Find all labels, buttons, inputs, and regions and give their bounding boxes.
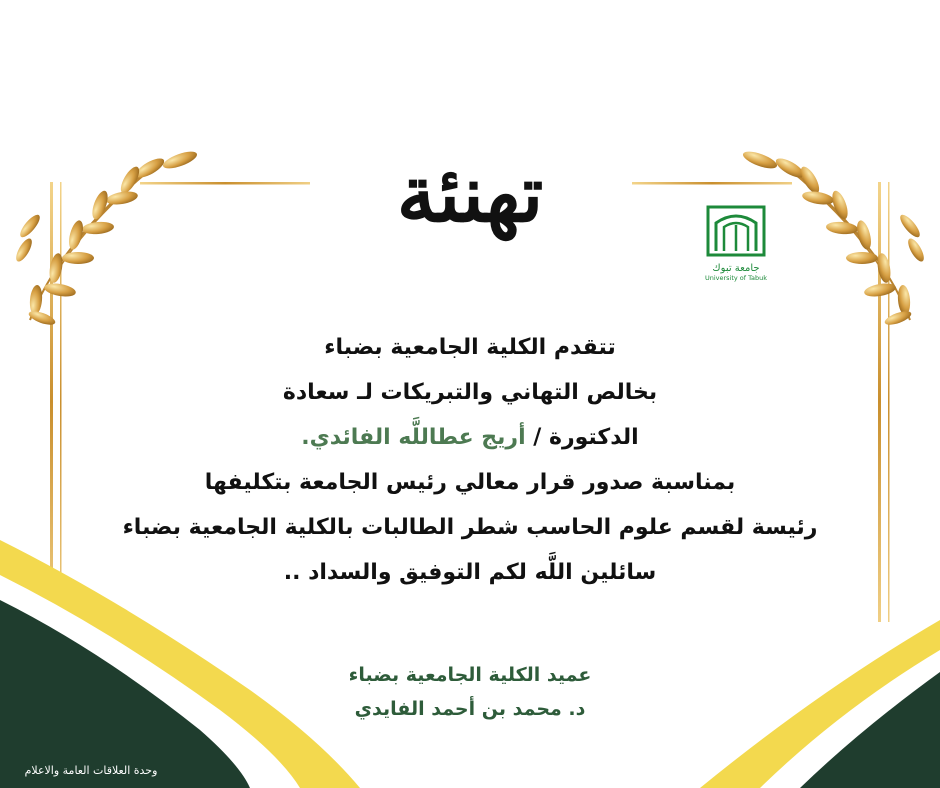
signature-role: عميد الكلية الجامعية بضباء	[348, 664, 592, 686]
university-logo	[700, 205, 772, 285]
signature-block	[330, 658, 610, 726]
logo-name-ar: جامعة تبوك	[712, 263, 760, 274]
bottom-right-wave	[700, 620, 940, 788]
logo-name-en: University of Tabuk	[704, 274, 768, 282]
body-line-3-prefix: الدكتورة /	[525, 425, 639, 450]
body-line-5: رئيسة لقسم علوم الحاسب شطر الطالبات بالكلية الجامعية بضباء	[122, 515, 818, 540]
left-laurel-icon	[13, 148, 199, 327]
body-line-1: تتقدم الكلية الجامعية بضباء	[324, 335, 616, 360]
university-of-tabuk-logo-icon	[706, 205, 766, 257]
body-line-2: بخالص التهاني والتبريكات لـ سعادة	[282, 380, 658, 405]
honoree-name: أريج عطاللَّه الفائدي.	[301, 425, 526, 450]
body-line-4: بمناسبة صدور قرار معالي رئيس الجامعة بتكليفها	[204, 470, 736, 495]
card-title: تهنئة	[396, 149, 544, 240]
greeting-body	[60, 325, 880, 595]
body-line-3	[60, 415, 880, 460]
signature-name: د. محمد بن أحمد الفايدي	[354, 698, 586, 720]
footer-credit: وحدة العلاقات العامة والاعلام	[24, 764, 158, 777]
body-line-6: سائلين اللَّه لكم التوفيق والسداد ..	[283, 560, 657, 585]
